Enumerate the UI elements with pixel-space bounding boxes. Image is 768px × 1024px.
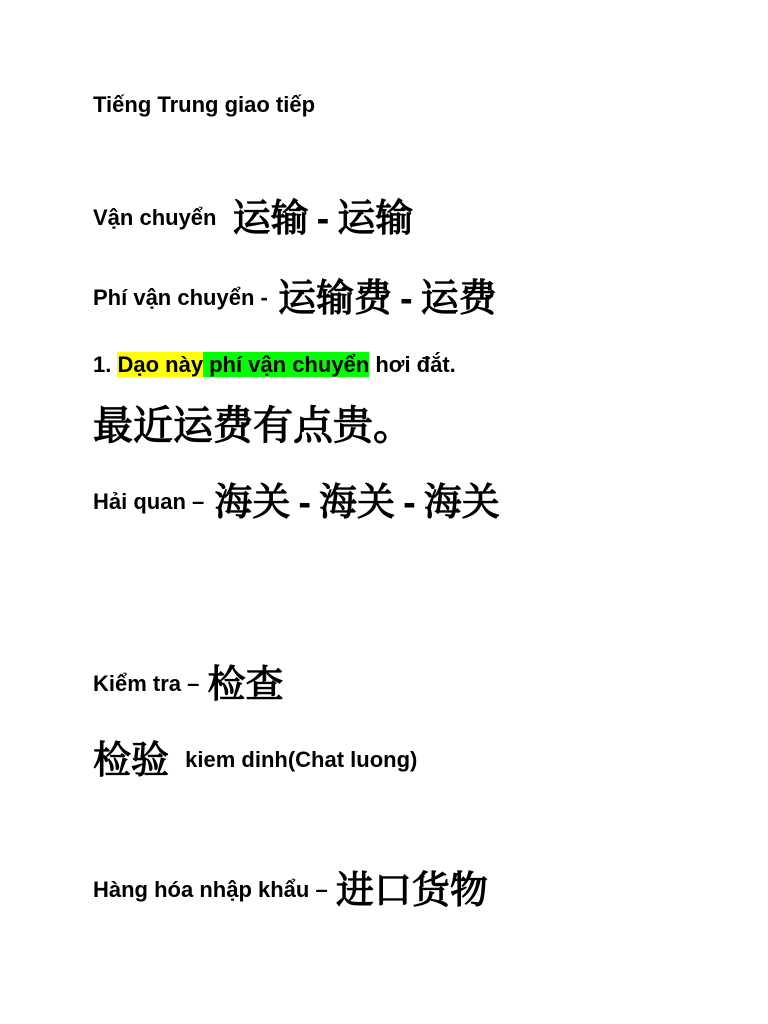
- sentence-chinese-text: 最近运费有点贵。: [93, 404, 413, 448]
- van-chuyen-term-2: 运输: [337, 198, 414, 240]
- phi-van-chuyen-term-2: 运费: [420, 278, 497, 320]
- example-sentence: [93, 354, 456, 376]
- phi-van-chuyen-line: [93, 280, 497, 318]
- highlight-green-text: phí vận chuyển: [203, 352, 369, 377]
- hai-quan-line: [93, 484, 500, 522]
- hang-hoa-line: [93, 872, 488, 910]
- kiem-tra-line: [93, 666, 284, 704]
- van-chuyen-separator: -: [316, 198, 330, 240]
- hai-quan-term-3: 海关: [423, 482, 500, 524]
- kiem-tra-term: 检查: [207, 664, 284, 706]
- phi-van-chuyen-label: Phí vận chuyển -: [93, 284, 268, 310]
- kiem-tra-label: Kiểm tra –: [93, 670, 200, 696]
- hai-quan-separator-1: -: [298, 482, 312, 524]
- hang-hoa-term: 进口货物: [335, 870, 488, 912]
- van-chuyen-label: Vận chuyển: [93, 204, 217, 230]
- hai-quan-separator-2: -: [403, 482, 416, 524]
- hai-quan-term-1: 海关: [214, 482, 291, 524]
- example-sentence-chinese: [93, 406, 413, 446]
- phi-van-chuyen-separator: -: [399, 278, 413, 320]
- kiem-dinh-term: 检验: [93, 740, 170, 782]
- hai-quan-term-2: 海关: [319, 482, 396, 524]
- sentence-number: 1.: [93, 352, 112, 377]
- van-chuyen-term-1: 运输: [232, 198, 309, 240]
- phi-van-chuyen-term-1: 运输费: [277, 278, 392, 320]
- kiem-dinh-line: [93, 742, 417, 780]
- highlight-yellow-text: Dạo này: [117, 352, 204, 377]
- kiem-dinh-label: kiem dinh(Chat luong): [185, 746, 418, 772]
- hai-quan-label: Hải quan –: [93, 488, 205, 514]
- sentence-rest: hơi đắt.: [375, 352, 456, 377]
- hang-hoa-label: Hàng hóa nhập khẩu –: [93, 876, 328, 902]
- van-chuyen-line: [93, 200, 413, 238]
- page-title: Tiếng Trung giao tiếp: [93, 92, 316, 117]
